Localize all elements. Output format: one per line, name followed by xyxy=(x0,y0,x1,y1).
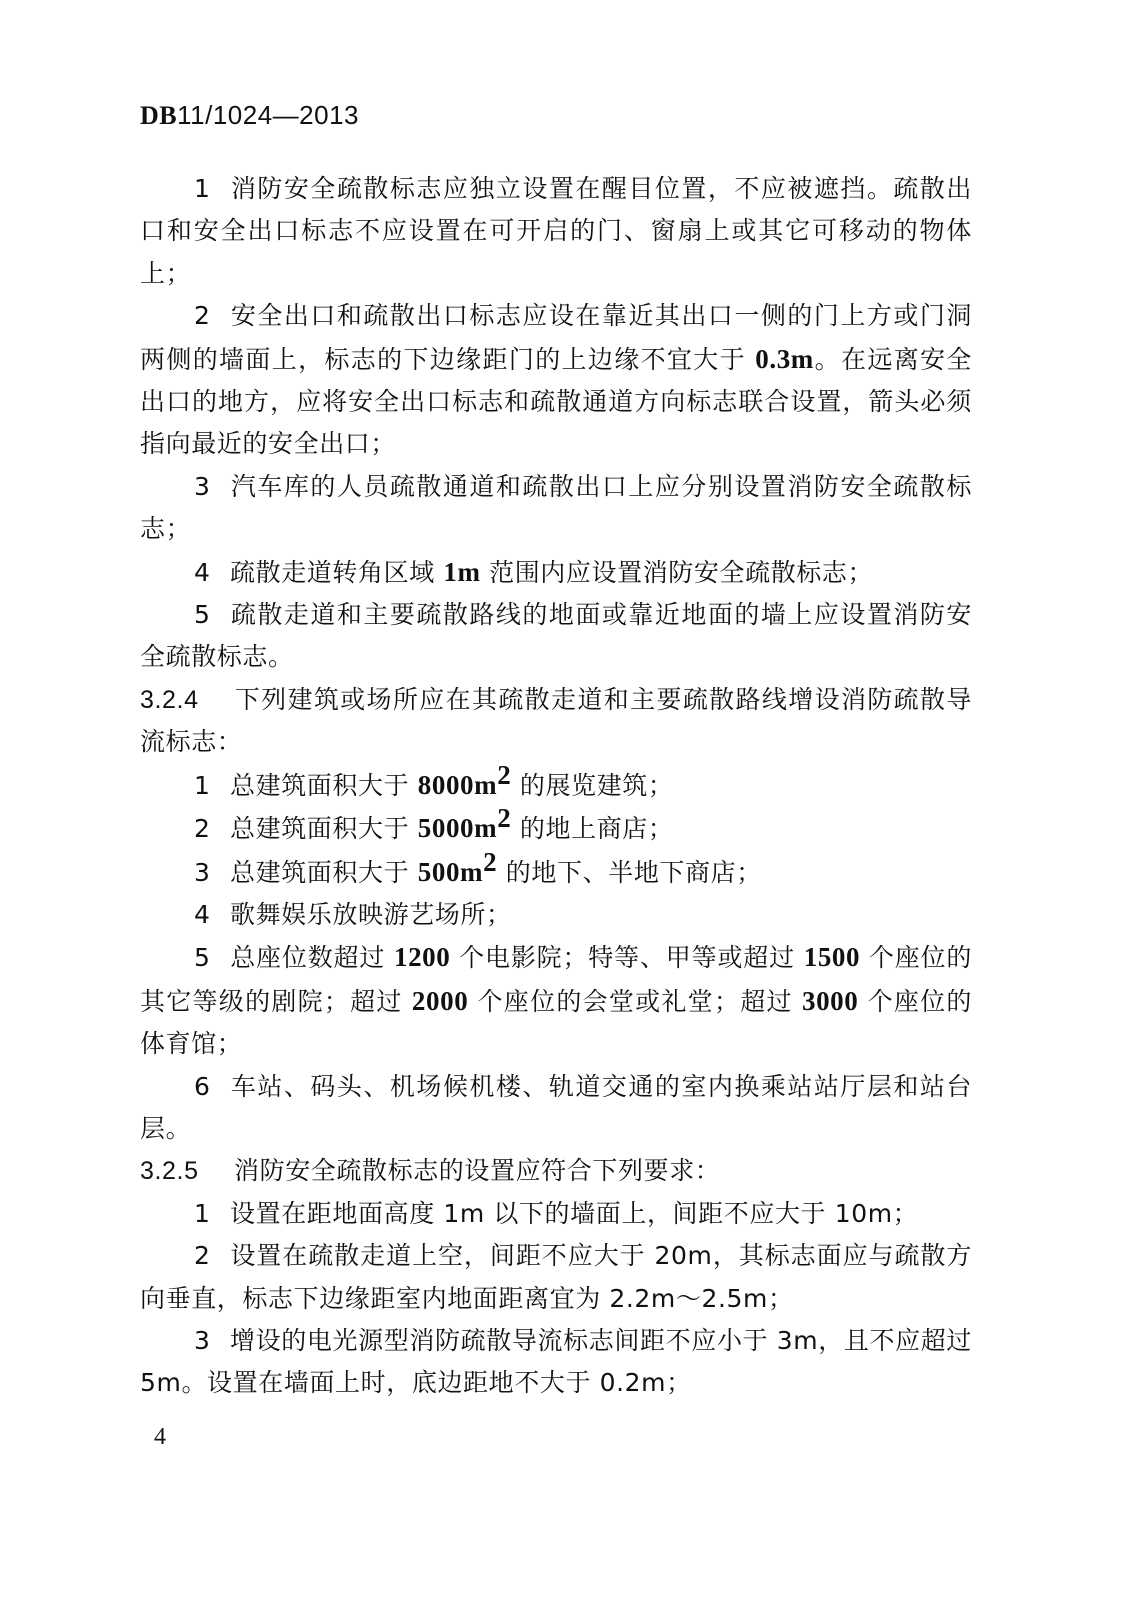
list-item: 2 设置在疏散走道上空，间距不应大于 20m，其标志面应与疏散方向垂直，标志下边缘距室内地面距离宜为 2.2m～2.5m； xyxy=(140,1241,972,1313)
list-item: 3 增设的电光源型消防疏散导流标志间距不应小于 3m，且不应超过 5m。设置在墙面上时，底边距地不大于 0.2m； xyxy=(140,1325,972,1398)
list-item: 3 总建筑面积大于 $500m^2$ 的地下、半地下商店； xyxy=(194,846,762,887)
list-item: 5 疏散走道和主要疏散路线的地面或靠近地面的墙上应设置消防安全疏散标志。 xyxy=(140,600,972,672)
section-number: 3.2.4 xyxy=(140,685,199,714)
list-item: 5 总座位数超过 1200 个电影院；特等、甲等或超过 1500 个座位的其它等级的剧院；超过 2000 个座位的会堂或礼堂；超过 3000 个座位的体育馆； xyxy=(140,942,972,1059)
standard-code-header xyxy=(140,100,359,131)
list-item: 2 安全出口和疏散出口标志应设在靠近其出口一侧的门上方或门洞两侧的墙面上，标志的下边缘距门的上边缘不宜大于 0.3m。在远离安全出口的地方，应将安全出口标志和疏散通道方向标志联合设置，箭头必须指向最近的安全出口； xyxy=(140,301,972,459)
list-item: 1 设置在距地面高度 1m 以下的墙面上，间距不应大于 10m； xyxy=(194,1198,919,1228)
list-item: 4 疏散走道转角区域 1m 范围内应设置消防安全疏散标志； xyxy=(194,556,874,587)
list-item: 1 总建筑面积大于 $8000m^2$ 的展览建筑； xyxy=(194,759,674,800)
section-heading-3-2-4 xyxy=(140,679,972,764)
standard-code-prefix: DB xyxy=(140,101,178,130)
standard-code-number: 11/1024—2013 xyxy=(177,100,360,130)
section-heading-3-2-5 xyxy=(140,1150,972,1192)
list-item: 4 歌舞娱乐放映游艺场所； xyxy=(194,899,512,929)
list-item: 6 车站、码头、机场候机楼、轨道交通的室内换乘站站厅层和站台层。 xyxy=(140,1071,972,1143)
document-body xyxy=(140,168,972,1405)
list-item: 2 总建筑面积大于 $5000m^2$ 的地上商店； xyxy=(194,803,674,844)
list-item: 1 消防安全疏散标志应独立设置在醒目位置，不应被遮挡。疏散出口和安全出口标志不应设置在可开启的门、窗扇上或其它可移动的物体上； xyxy=(140,174,972,288)
section-title: 消防安全疏散标志的设置应符合下列要求： xyxy=(234,1156,721,1186)
list-item: 3 汽车库的人员疏散通道和疏散出口上应分别设置消防安全疏散标志； xyxy=(140,471,972,544)
section-title: 下列建筑或场所应在其疏散走道和主要疏散路线增设消防疏散导流标志： xyxy=(140,684,972,757)
section-number: 3.2.5 xyxy=(140,1157,199,1186)
page-number: 4 xyxy=(154,1424,166,1450)
